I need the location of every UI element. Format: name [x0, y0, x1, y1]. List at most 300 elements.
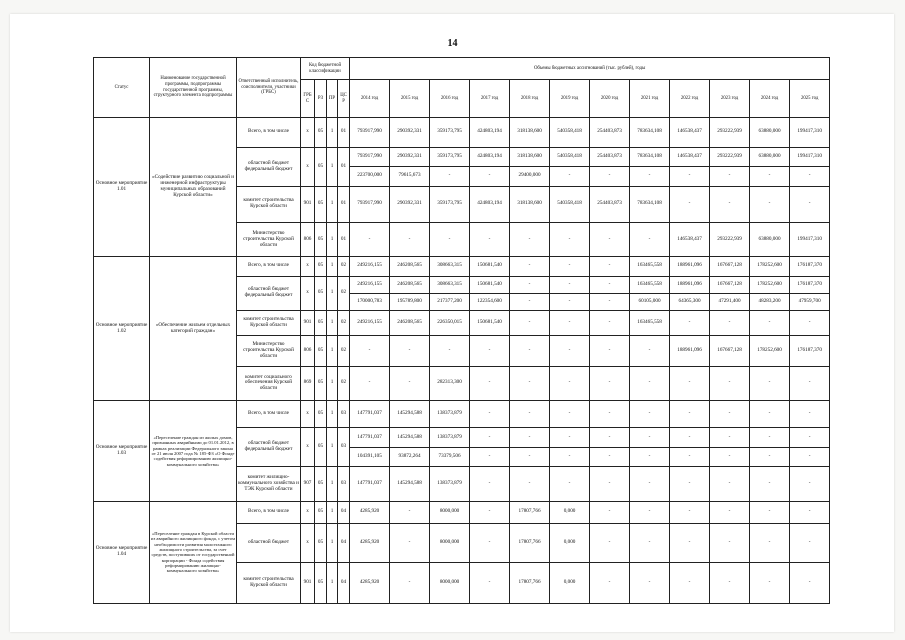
value-cell: 163465,558 [630, 276, 670, 293]
responsible-cell: Всего, в том числе [237, 401, 301, 428]
value-cell: - [510, 223, 550, 257]
status-cell: Основное мероприятие 1.04 [94, 501, 150, 603]
pr-cell: 1 [327, 223, 338, 257]
csr-cell: 02 [338, 257, 350, 276]
value-cell: - [470, 448, 510, 466]
value-cell: - [630, 401, 670, 428]
value-cell: 64365,300 [670, 293, 710, 310]
value-cell: - [630, 366, 670, 401]
value-cell: 188961,096 [670, 257, 710, 276]
value-cell: - [430, 223, 470, 257]
value-cell: - [630, 223, 670, 257]
value-cell: - [470, 524, 510, 563]
value-cell: - [670, 466, 710, 501]
csr-cell: 02 [338, 366, 350, 401]
value-cell: 246208,565 [390, 311, 430, 336]
value-cell: 223700,000 [350, 167, 390, 186]
value-cell: 359173,795 [430, 118, 470, 148]
value-cell: - [670, 311, 710, 336]
value-cell: - [750, 448, 790, 466]
value-cell: - [790, 366, 830, 401]
header-pr: ПР [327, 80, 338, 118]
rz-cell: 05 [315, 524, 327, 563]
value-cell: 290392,331 [390, 147, 430, 166]
value-cell: - [710, 466, 750, 501]
value-cell: - [750, 524, 790, 563]
header-year: 2019 год [550, 80, 590, 118]
header-year: 2016 год [430, 80, 470, 118]
value-cell: 146538,437 [670, 118, 710, 148]
value-cell: 147791,037 [350, 401, 390, 428]
grbs-cell: х [301, 401, 315, 428]
value-cell: 424803,194 [470, 147, 510, 166]
value-cell: - [750, 186, 790, 223]
value-cell: - [590, 562, 630, 603]
value-cell: - [750, 311, 790, 336]
responsible-cell: Всего, в том числе [237, 118, 301, 148]
status-cell: Основное мероприятие 1.01 [94, 118, 150, 257]
value-cell: 145294,588 [390, 466, 430, 501]
value-cell: - [670, 401, 710, 428]
responsible-cell: комитет жилищно-коммунального хозяйства и ТЭК Курской области [237, 466, 301, 501]
value-cell: 150681,540 [470, 311, 510, 336]
responsible-cell [237, 427, 301, 466]
value-cell: 63880,000 [750, 118, 790, 148]
value-cell: 246208,565 [390, 257, 430, 276]
rz-cell: 05 [315, 501, 327, 524]
value-cell: 0,000 [550, 562, 590, 603]
value-cell: - [470, 562, 510, 603]
value-cell: 178252,600 [750, 257, 790, 276]
value-cell: 254403,873 [590, 186, 630, 223]
csr-cell: 03 [338, 401, 350, 428]
rz-cell: 05 [315, 276, 327, 311]
grbs-cell: 907 [301, 466, 315, 501]
value-cell: 79615,673 [390, 167, 430, 186]
csr-cell: 03 [338, 466, 350, 501]
table-row [94, 118, 830, 148]
pr-cell: 1 [327, 427, 338, 466]
value-cell: - [590, 448, 630, 466]
responsible-cell: областной бюджет [237, 524, 301, 563]
event-name-cell: «Обеспечение жильем отдельных категорий граждан» [150, 257, 237, 401]
value-cell: 73379,506 [430, 448, 470, 466]
header-year: 2015 год [390, 80, 430, 118]
value-cell: - [430, 335, 470, 366]
responsible-cell: комитет социального обеспечения Курской области [237, 366, 301, 401]
value-cell: - [790, 448, 830, 466]
responsible-line: областной бюджет [248, 439, 289, 446]
value-cell: - [550, 466, 590, 501]
value-cell: 318138,600 [510, 186, 550, 223]
value-cell: 4285,920 [350, 562, 390, 603]
header-code-group: Код бюджетной классификации [301, 58, 350, 80]
csr-cell: 04 [338, 524, 350, 563]
value-cell: 60105,000 [630, 293, 670, 310]
value-cell: 63880,000 [750, 223, 790, 257]
value-cell: - [630, 466, 670, 501]
value-cell: 424803,194 [470, 186, 510, 223]
pr-cell: 1 [327, 562, 338, 603]
value-cell: 199417,310 [790, 147, 830, 166]
responsible-line: областной бюджет [248, 159, 289, 166]
responsible-line: федеральный бюджет [244, 165, 293, 172]
value-cell: - [550, 293, 590, 310]
value-cell: - [510, 466, 550, 501]
value-cell: 170000,783 [350, 293, 390, 310]
header-row-1 [94, 58, 830, 80]
header-year: 2018 год [510, 80, 550, 118]
value-cell: - [670, 167, 710, 186]
value-cell: 147791,037 [350, 427, 390, 447]
value-cell: 246208,565 [390, 276, 430, 293]
rz-cell: 05 [315, 466, 327, 501]
header-year: 2025 год [790, 80, 830, 118]
header-rz: РЗ [315, 80, 327, 118]
csr-cell: 02 [338, 311, 350, 336]
responsible-cell: комитет строительства Курской области [237, 562, 301, 603]
value-cell: 293222,939 [710, 118, 750, 148]
value-cell: - [630, 335, 670, 366]
rz-cell: 05 [315, 366, 327, 401]
grbs-cell: х [301, 524, 315, 563]
value-cell: - [630, 167, 670, 186]
value-cell: 783634,108 [630, 186, 670, 223]
value-cell: 146538,437 [670, 223, 710, 257]
value-cell: - [350, 223, 390, 257]
value-cell: - [710, 366, 750, 401]
grbs-cell: 901 [301, 562, 315, 603]
value-cell: - [590, 401, 630, 428]
value-cell: 199417,310 [790, 118, 830, 148]
value-cell: 167667,128 [710, 335, 750, 366]
header-year: 2021 год [630, 80, 670, 118]
value-cell: - [670, 562, 710, 603]
value-cell: - [550, 276, 590, 293]
value-cell: 249216,155 [350, 311, 390, 336]
value-cell: - [390, 335, 430, 366]
csr-cell: 01 [338, 118, 350, 148]
responsible-cell: комитет строительства Курской области [237, 311, 301, 336]
value-cell: - [710, 401, 750, 428]
value-cell: - [550, 311, 590, 336]
value-cell: - [590, 276, 630, 293]
value-cell: - [670, 448, 710, 466]
value-cell: 47959,700 [790, 293, 830, 310]
budget-allocation-table [93, 57, 830, 604]
pr-cell: 1 [327, 524, 338, 563]
value-cell: 167667,128 [710, 276, 750, 293]
value-cell: 17807,766 [510, 501, 550, 524]
responsible-cell: Всего, в том числе [237, 257, 301, 276]
header-expenses-group: Объемы бюджетных ассигнований (тыс. рублей), годы [350, 58, 830, 80]
grbs-cell: х [301, 427, 315, 466]
value-cell: - [670, 186, 710, 223]
value-cell: - [550, 366, 590, 401]
value-cell: - [350, 335, 390, 366]
responsible-cell: Министерство строительства Курской области [237, 223, 301, 257]
responsible-cell: Всего, в том числе [237, 501, 301, 524]
value-cell: 47291,400 [710, 293, 750, 310]
value-cell: - [510, 427, 550, 447]
header-year: 2020 год [590, 80, 630, 118]
value-cell: 308663,315 [430, 257, 470, 276]
value-cell: 290392,331 [390, 186, 430, 223]
value-cell: 176187,370 [790, 276, 830, 293]
grbs-cell: 869 [301, 366, 315, 401]
value-cell: 163465,558 [630, 311, 670, 336]
value-cell: 424803,194 [470, 118, 510, 148]
table-body [94, 118, 830, 604]
header-status: Статус [94, 58, 150, 118]
responsible-cell: Министерство строительства Курской области [237, 335, 301, 366]
value-cell: 122354,600 [470, 293, 510, 310]
value-cell: 282313,300 [430, 366, 470, 401]
rz-cell: 05 [315, 311, 327, 336]
value-cell: - [510, 311, 550, 336]
value-cell: - [510, 335, 550, 366]
value-cell: - [590, 167, 630, 186]
value-cell: - [390, 366, 430, 401]
pr-cell: 1 [327, 186, 338, 223]
grbs-cell: 901 [301, 186, 315, 223]
value-cell: - [630, 427, 670, 447]
value-cell: - [550, 223, 590, 257]
value-cell: - [510, 293, 550, 310]
rz-cell: 05 [315, 335, 327, 366]
value-cell: - [790, 501, 830, 524]
value-cell: - [670, 524, 710, 563]
value-cell: - [550, 167, 590, 186]
value-cell: - [670, 501, 710, 524]
value-cell: 783634,108 [630, 147, 670, 166]
value-cell: 199417,310 [790, 223, 830, 257]
value-cell: - [590, 466, 630, 501]
value-cell: - [630, 524, 670, 563]
value-cell: 150681,540 [470, 257, 510, 276]
csr-cell: 01 [338, 147, 350, 186]
value-cell: 29400,000 [510, 167, 550, 186]
csr-cell: 01 [338, 223, 350, 257]
value-cell: 8000,000 [430, 562, 470, 603]
value-cell: - [590, 311, 630, 336]
value-cell: 138373,879 [430, 466, 470, 501]
value-cell: - [790, 401, 830, 428]
value-cell: 188961,096 [670, 335, 710, 366]
value-cell: 0,000 [550, 501, 590, 524]
value-cell: - [710, 448, 750, 466]
value-cell: - [750, 401, 790, 428]
value-cell: 176187,370 [790, 335, 830, 366]
value-cell: 178252,600 [750, 335, 790, 366]
pr-cell: 1 [327, 466, 338, 501]
header-csr: ЦСР [338, 80, 350, 118]
value-cell: - [470, 466, 510, 501]
table-row [94, 501, 830, 524]
value-cell: - [790, 562, 830, 603]
value-cell: - [390, 562, 430, 603]
value-cell: - [590, 501, 630, 524]
pr-cell: 1 [327, 401, 338, 428]
header-year: 2023 год [710, 80, 750, 118]
value-cell: 8000,000 [430, 524, 470, 563]
header-year: 2014 год [350, 80, 390, 118]
value-cell: 146538,437 [670, 147, 710, 166]
value-cell: - [550, 401, 590, 428]
value-cell: - [750, 466, 790, 501]
value-cell: - [550, 257, 590, 276]
value-cell: - [470, 401, 510, 428]
value-cell: - [790, 186, 830, 223]
value-cell: - [430, 167, 470, 186]
value-cell: 308663,315 [430, 276, 470, 293]
value-cell: 293222,939 [710, 223, 750, 257]
value-cell: - [550, 427, 590, 447]
value-cell: 254403,873 [590, 118, 630, 148]
value-cell: 195789,800 [390, 293, 430, 310]
responsible-cell [237, 276, 301, 311]
value-cell: - [510, 366, 550, 401]
pr-cell: 1 [327, 335, 338, 366]
pr-cell: 1 [327, 118, 338, 148]
value-cell: 138373,879 [430, 401, 470, 428]
value-cell: - [510, 257, 550, 276]
value-cell: - [630, 501, 670, 524]
status-cell: Основное мероприятие 1.03 [94, 401, 150, 501]
page-number: 14 [447, 38, 458, 49]
value-cell: - [630, 562, 670, 603]
csr-cell: 01 [338, 186, 350, 223]
value-cell: 178252,600 [750, 276, 790, 293]
pr-cell: 1 [327, 147, 338, 186]
value-cell: 145294,588 [390, 427, 430, 447]
value-cell: 254403,873 [590, 147, 630, 166]
value-cell: 318138,600 [510, 118, 550, 148]
rz-cell: 05 [315, 427, 327, 466]
responsible-line: федеральный бюджет [244, 445, 293, 452]
table-row [94, 257, 830, 276]
value-cell: 0,000 [550, 524, 590, 563]
status-cell: Основное мероприятие 1.02 [94, 257, 150, 401]
value-cell: - [590, 257, 630, 276]
value-cell: 290392,331 [390, 118, 430, 148]
value-cell: - [590, 524, 630, 563]
value-cell: 48283,200 [750, 293, 790, 310]
value-cell: - [790, 167, 830, 186]
value-cell: - [790, 427, 830, 447]
value-cell: 540358,418 [550, 147, 590, 166]
value-cell: 793917,990 [350, 147, 390, 166]
value-cell: 249216,155 [350, 276, 390, 293]
value-cell: 17807,766 [510, 562, 550, 603]
responsible-cell [237, 147, 301, 186]
value-cell: 217377,200 [430, 293, 470, 310]
rz-cell: 05 [315, 118, 327, 148]
value-cell: - [710, 524, 750, 563]
value-cell: 793917,990 [350, 186, 390, 223]
value-cell: - [590, 293, 630, 310]
value-cell: 318138,600 [510, 147, 550, 166]
value-cell: - [630, 448, 670, 466]
header-grbs: ГРБС [301, 80, 315, 118]
value-cell: 167667,128 [710, 257, 750, 276]
pr-cell: 1 [327, 276, 338, 311]
value-cell: - [470, 223, 510, 257]
value-cell: 147791,037 [350, 466, 390, 501]
value-cell: 93872,264 [390, 448, 430, 466]
value-cell: - [750, 427, 790, 447]
csr-cell: 03 [338, 427, 350, 466]
value-cell: - [710, 562, 750, 603]
value-cell: 226350,015 [430, 311, 470, 336]
value-cell: - [710, 186, 750, 223]
value-cell: 783634,108 [630, 118, 670, 148]
value-cell: 150681,540 [470, 276, 510, 293]
csr-cell: 02 [338, 276, 350, 311]
value-cell: - [350, 366, 390, 401]
value-cell: 104391,105 [350, 448, 390, 466]
value-cell: - [390, 501, 430, 524]
value-cell: - [510, 276, 550, 293]
value-cell: 359173,795 [430, 186, 470, 223]
grbs-cell: 901 [301, 311, 315, 336]
rz-cell: 05 [315, 223, 327, 257]
value-cell: - [590, 427, 630, 447]
header-responsible: Ответственный исполнитель, соисполнители, участники (ГРБС) [237, 58, 301, 118]
rz-cell: 05 [315, 147, 327, 186]
rz-cell: 05 [315, 257, 327, 276]
grbs-cell: 806 [301, 335, 315, 366]
table-row [94, 401, 830, 428]
value-cell: - [470, 167, 510, 186]
value-cell: - [790, 311, 830, 336]
value-cell: - [590, 335, 630, 366]
event-name-cell: «Содействие развитию социальной и инженерной инфраструктуры муниципальных образований Курской области» [150, 118, 237, 257]
value-cell: - [470, 366, 510, 401]
value-cell: - [750, 562, 790, 603]
value-cell: - [510, 401, 550, 428]
value-cell: 145294,588 [390, 401, 430, 428]
grbs-cell: х [301, 118, 315, 148]
responsible-cell: комитет строительства Курской области [237, 186, 301, 223]
pr-cell: 1 [327, 311, 338, 336]
value-cell: - [550, 448, 590, 466]
value-cell: 293222,939 [710, 147, 750, 166]
rz-cell: 05 [315, 401, 327, 428]
csr-cell: 04 [338, 501, 350, 524]
value-cell: 63880,000 [750, 147, 790, 166]
value-cell: - [750, 501, 790, 524]
value-cell: - [670, 427, 710, 447]
csr-cell: 02 [338, 335, 350, 366]
value-cell: - [550, 335, 590, 366]
value-cell: - [710, 501, 750, 524]
header-year: 2017 год [470, 80, 510, 118]
value-cell: 4285,920 [350, 501, 390, 524]
value-cell: - [470, 501, 510, 524]
value-cell: 176187,370 [790, 257, 830, 276]
value-cell: - [390, 223, 430, 257]
value-cell: - [670, 366, 710, 401]
grbs-cell: х [301, 276, 315, 311]
pr-cell: 1 [327, 501, 338, 524]
value-cell: 17807,766 [510, 524, 550, 563]
value-cell: - [790, 524, 830, 563]
value-cell: - [750, 167, 790, 186]
value-cell: 359173,795 [430, 147, 470, 166]
value-cell: - [590, 223, 630, 257]
value-cell: - [710, 311, 750, 336]
